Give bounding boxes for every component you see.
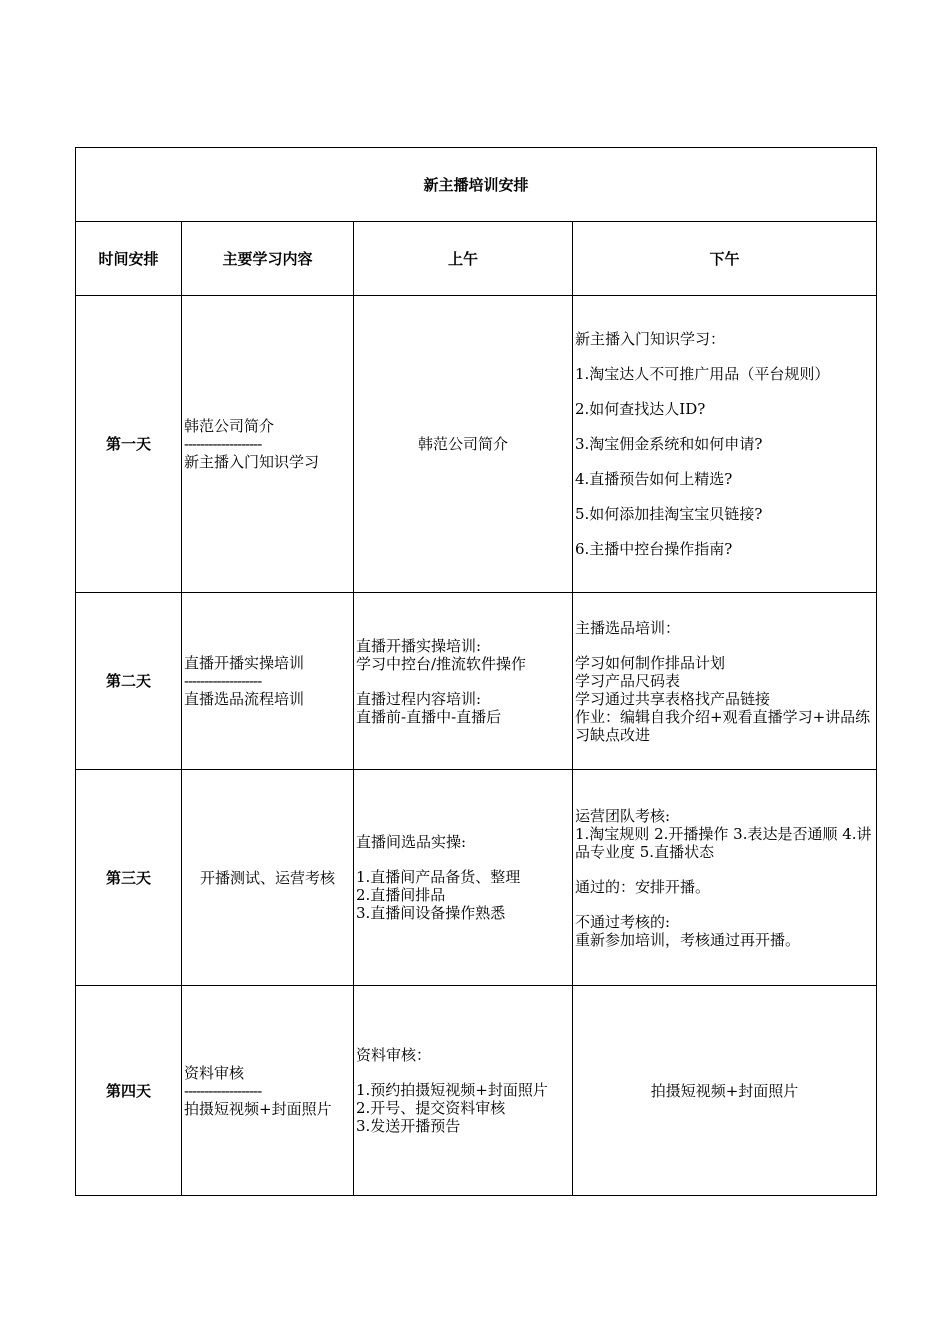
content-line: 直播开播实操培训 (184, 654, 305, 672)
separator-line: ------------------- (184, 1081, 262, 1100)
day-label: 第一天 (76, 296, 182, 593)
afternoon-line: 1.淘宝达人不可推广用品（平台规则） (575, 365, 830, 383)
afternoon-line: 作业：编辑自我介绍+观看直播学习+讲品练习缺点改进 (575, 707, 871, 744)
header-content: 主要学习内容 (182, 222, 354, 296)
main-content-cell (182, 770, 354, 986)
afternoon-line: 2.如何查找达人ID? (575, 400, 706, 418)
morning-line: 学习中控台/推流软件操作 (356, 654, 527, 673)
day-row-3 (76, 770, 877, 986)
day-label: 第三天 (76, 770, 182, 986)
afternoon-line: 重新参加培训，考核通过再开播。 (575, 930, 801, 949)
day-row-4 (76, 986, 877, 1196)
day-label: 第二天 (76, 593, 182, 770)
content-line: 拍摄短视频+封面照片 (184, 1099, 332, 1118)
separator-line: ------------------- (184, 672, 262, 690)
content-line: 开播测试、运营考核 (199, 868, 335, 887)
spacer (575, 637, 874, 654)
header-row (76, 222, 877, 296)
afternoon-cell (573, 770, 877, 986)
morning-line: 2.开号、提交资料审核 (356, 1099, 506, 1117)
header-afternoon: 下午 (573, 222, 877, 296)
header-time: 时间安排 (76, 222, 182, 296)
header-morning: 上午 (354, 222, 573, 296)
morning-cell (354, 593, 573, 770)
morning-line: 3.发送开播预告 (356, 1117, 461, 1135)
morning-line: 2.直播间排品 (356, 886, 446, 904)
afternoon-line: 学习如何制作排品计划 (575, 653, 726, 672)
morning-line: 1.预约拍摄短视频+封面照片 (356, 1081, 548, 1099)
afternoon-line: 6.主播中控台操作指南? (575, 540, 733, 558)
day-label: 第四天 (76, 986, 182, 1196)
afternoon-cell (573, 593, 877, 770)
main-content-cell (182, 593, 354, 770)
afternoon-line: 学习产品尺码表 (575, 671, 681, 690)
afternoon-line: 运营团队考核: (575, 806, 671, 825)
morning-line: 直播间选品实操: (356, 833, 467, 851)
spacer (575, 896, 874, 913)
afternoon-line: 5.如何添加挂淘宝宝贝链接? (575, 505, 763, 523)
afternoon-cell (573, 296, 877, 593)
separator-line: ------------------- (184, 435, 262, 453)
day-row-2 (76, 593, 877, 770)
afternoon-cell: 拍摄短视频+封面照片 (573, 986, 877, 1196)
afternoon-line: 4.直播预告如何上精选? (575, 470, 733, 488)
spacer (356, 851, 570, 868)
afternoon-line: 不通过考核的: (575, 912, 671, 931)
training-schedule-table (75, 147, 877, 1196)
afternoon-line: 通过的：安排开播。 (575, 877, 711, 896)
morning-line: 直播开播实操培训: (356, 636, 482, 655)
morning-line: 3.直播间设备操作熟悉 (356, 904, 506, 922)
morning-cell: 韩范公司简介 (354, 296, 573, 593)
afternoon-line: 学习通过共享表格找产品链接 (575, 689, 771, 708)
spacer (575, 861, 874, 878)
morning-cell (354, 770, 573, 986)
morning-line: 资料审核： (356, 1046, 432, 1064)
morning-cell (354, 986, 573, 1196)
main-content-cell (182, 296, 354, 593)
day-row-1 (76, 296, 877, 593)
content-line: 资料审核 (184, 1063, 245, 1082)
afternoon-line: 3.淘宝佣金系统和如何申请? (575, 435, 763, 453)
content-line: 韩范公司简介 (184, 417, 275, 435)
title-row (76, 148, 877, 222)
afternoon-line: 主播选品培训： (575, 618, 681, 637)
spacer (356, 1064, 570, 1081)
content-line: 直播选品流程培训 (184, 690, 305, 708)
main-content-cell (182, 986, 354, 1196)
content-line: 新主播入门知识学习 (184, 453, 320, 471)
morning-line: 直播过程内容培训: (356, 689, 482, 708)
page-title: 新主播培训安排 (76, 148, 877, 222)
morning-line: 直播前-直播中-直播后 (356, 707, 502, 726)
morning-line: 1.直播间产品备货、整理 (356, 868, 521, 886)
afternoon-line: 1.淘宝规则 2.开播操作 3.表达是否通顺 4.讲品专业度 5.直播状态 (575, 824, 872, 861)
afternoon-line: 新主播入门知识学习： (575, 330, 726, 348)
spacer (356, 673, 570, 690)
